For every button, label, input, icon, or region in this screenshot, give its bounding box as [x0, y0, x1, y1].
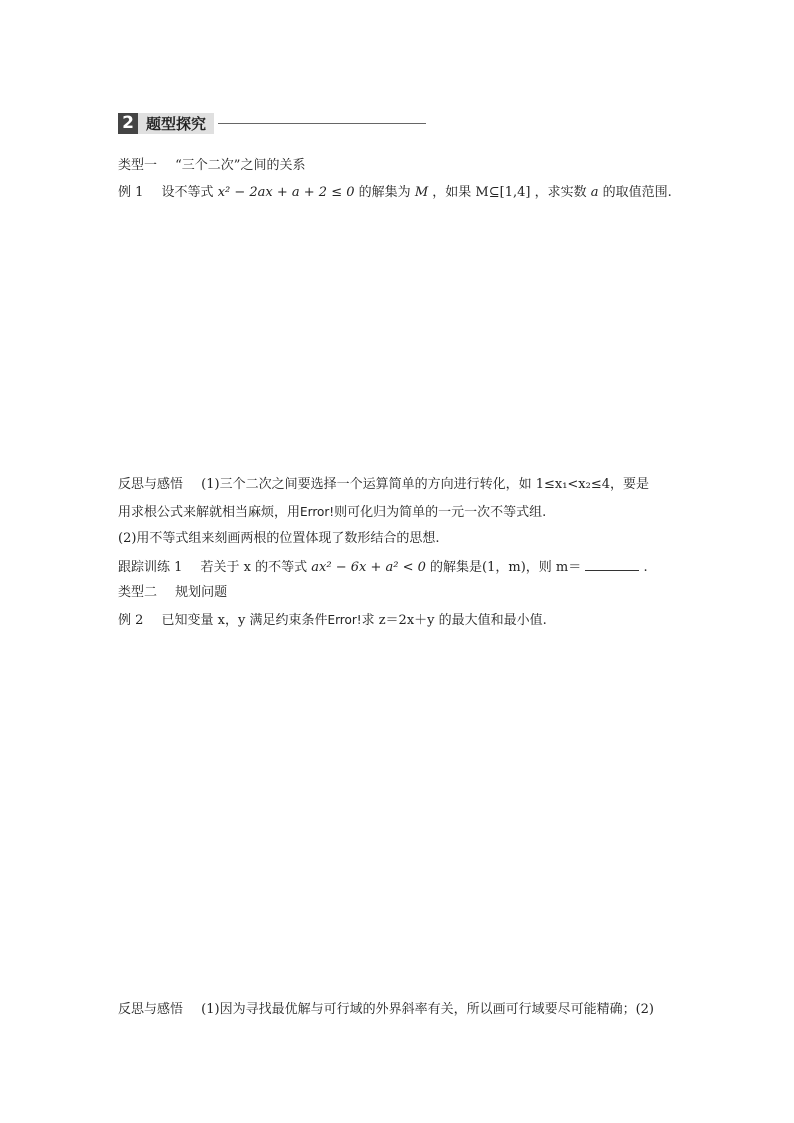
practice1-label: 跟踪训练 1	[118, 560, 183, 575]
example1-subset: M⊆[1,4]	[475, 185, 531, 200]
practice1-mid: 的解集是(1，m)，则 m＝	[430, 560, 582, 575]
practice1	[118, 558, 648, 576]
example1-label: 例 1	[118, 185, 144, 200]
section-number-badge: 2	[118, 113, 138, 134]
practice1-end: .	[643, 560, 648, 575]
example1-post: ，如果	[432, 185, 472, 200]
section-header	[118, 112, 426, 134]
example2	[118, 612, 547, 629]
answer-blank[interactable]	[585, 558, 639, 571]
reflection1-line3	[118, 531, 440, 547]
type2-label: 类型二	[118, 585, 158, 600]
reflection1-label: 反思与感悟	[118, 477, 184, 492]
section-title: 题型探究	[138, 113, 214, 134]
example1-inequality: x² − 2ax + a + 2 ≤ 0	[217, 185, 355, 200]
reflection1-text2-pre: 用求根公式来解就相当麻烦，用	[118, 505, 301, 520]
type1-label: 类型一	[118, 158, 158, 173]
reflection2-text: (1)因为寻找最优解与可行域的外界斜率有关，所以画可行域要尽可能精确；(2)	[201, 1002, 654, 1017]
example1	[118, 185, 672, 201]
example1-var-a: a	[590, 185, 599, 200]
example1-tail: ，求实数	[534, 185, 587, 200]
practice1-inequality: ax² − 6x + a² < 0	[311, 560, 426, 575]
type1-text: “三个二次”之间的关系	[175, 158, 306, 173]
example1-end: 的取值范围.	[602, 185, 672, 200]
example2-post: 求 z＝2x＋y 的最大值和最小值.	[361, 613, 547, 628]
practice1-pre: 若关于 x 的不等式	[200, 560, 312, 575]
example2-pre: 已知变量 x，y 满足约束条件	[161, 613, 328, 628]
example1-mid: 的解集为	[358, 185, 411, 200]
example1-set-m: M	[414, 185, 429, 200]
error-marker: Error!	[300, 505, 335, 519]
example1-pre: 设不等式	[161, 185, 218, 200]
reflection1-line2	[118, 504, 546, 521]
reflection1-text1: (1)三个二次之间要选择一个运算简单的方向进行转化，如 1≤x₁<x₂≤4，要是	[201, 477, 650, 492]
reflection1-line1	[118, 477, 649, 493]
reflection2	[118, 1002, 654, 1018]
reflection1-text3: (2)用不等式组来刻画两根的位置体现了数形结合的思想.	[118, 531, 440, 546]
section-divider	[218, 123, 426, 124]
reflection2-label: 反思与感悟	[118, 1002, 184, 1017]
reflection1-text2-post: 则可化归为简单的一元一次不等式组.	[334, 505, 547, 520]
type1-heading	[118, 158, 305, 174]
type2-heading	[118, 585, 227, 601]
error-marker-2: Error!	[327, 613, 362, 627]
example2-label: 例 2	[118, 613, 144, 628]
type2-text: 规划问题	[175, 585, 228, 600]
